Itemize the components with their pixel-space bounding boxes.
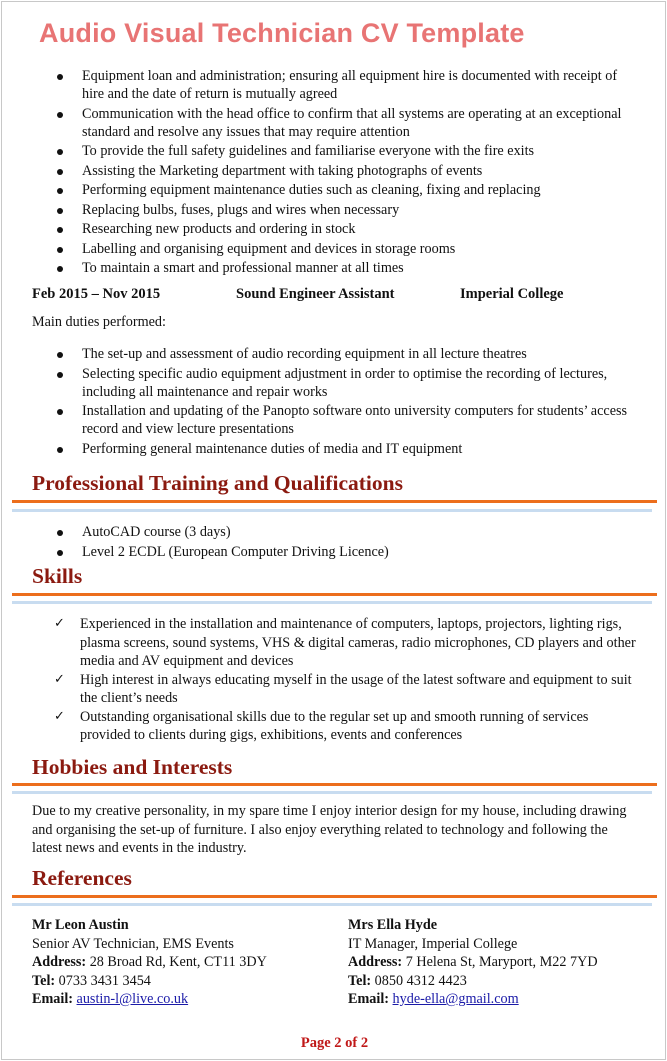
bullet-icon xyxy=(57,352,63,358)
references-heading: References xyxy=(32,866,132,890)
bullet-icon xyxy=(57,112,63,118)
cv-page xyxy=(1,1,666,1060)
reference-name: Mr Leon Austin xyxy=(32,917,129,933)
list-item: Replacing bulbs, fuses, plugs and wires when necessary xyxy=(2,201,642,219)
list-item: Communication with the head office to confirm that all systems are operating at an exceptional standard and resolve any issues that may require attention xyxy=(2,105,642,141)
bullet-icon xyxy=(57,169,63,175)
bullet-icon xyxy=(57,74,63,80)
bullet-icon xyxy=(57,530,63,536)
check-icon: ✓ xyxy=(54,708,65,724)
email-label: Email: xyxy=(348,991,389,1007)
list-item: Level 2 ECDL (European Computer Driving Licence) xyxy=(2,543,642,561)
reference-position: Senior AV Technician, EMS Events xyxy=(32,935,234,952)
list-item: To maintain a smart and professional manner at all times xyxy=(2,259,642,277)
list-item: Researching new products and ordering in stock xyxy=(2,220,642,238)
reference-address: 28 Broad Rd, Kent, CT11 3DY xyxy=(89,954,267,970)
reference-email-link[interactable]: austin-l@live.co.uk xyxy=(76,991,189,1007)
bullet-icon xyxy=(57,266,63,272)
list-item: ✓ Outstanding organisational skills due to the regular set up and smooth running of services provided to clients during gigs, exhibitions, events and conferences xyxy=(54,708,589,743)
reference-address: 7 Helena St, Maryport, M22 7YD xyxy=(405,954,598,970)
list-item: Performing equipment maintenance duties such as cleaning, fixing and replacing xyxy=(2,181,642,199)
training-heading: Professional Training and Qualifications xyxy=(32,471,403,495)
job-employer: Imperial College xyxy=(460,286,564,302)
section-divider xyxy=(12,783,657,786)
reference-2 xyxy=(348,916,598,1009)
address-label: Address: xyxy=(348,954,403,970)
list-item: The set-up and assessment of audio recording equipment in all lecture theatres xyxy=(2,345,642,363)
section-divider xyxy=(12,509,652,512)
list-item: ✓ Experienced in the installation and maintenance of computers, laptops, projectors, lighting rigs, plasma screens, sound systems, VHS & digital cameras, radio microphones, CD players and other media and AV equipment and devices xyxy=(54,616,636,669)
job-duties-list xyxy=(2,345,642,459)
hobbies-heading: Hobbies and Interests xyxy=(32,755,233,779)
list-item: Selecting specific audio equipment adjustment in order to optimise the recording of lectures, including all maintenance and repair works xyxy=(2,365,642,401)
reference-name: Mrs Ella Hyde xyxy=(348,917,438,933)
list-item: Assisting the Marketing department with taking photographs of events xyxy=(2,162,642,180)
bullet-icon xyxy=(57,247,63,253)
reference-1 xyxy=(32,916,267,1009)
reference-email-link[interactable]: hyde-ella@gmail.com xyxy=(392,991,519,1007)
document-title: Audio Visual Technician CV Template xyxy=(39,18,525,48)
check-icon: ✓ xyxy=(54,616,65,631)
reference-position: IT Manager, Imperial College xyxy=(348,935,518,952)
section-divider xyxy=(12,791,652,794)
tel-label: Tel: xyxy=(32,972,56,989)
section-divider xyxy=(12,895,657,898)
bullet-icon xyxy=(57,227,63,233)
bullet-icon xyxy=(57,372,63,378)
bullet-icon xyxy=(57,550,63,556)
reference-tel: 0733 3431 3454 xyxy=(58,972,151,989)
list-item: Equipment loan and administration; ensuring all equipment hire is documented with receipt of hire and the date of return is mutually agreed xyxy=(2,67,642,103)
list-item: Performing general maintenance duties of media and IT equipment xyxy=(2,440,642,458)
bullet-icon xyxy=(57,149,63,155)
reference-tel: 0850 4312 4423 xyxy=(374,972,467,989)
job-dates: Feb 2015 – Nov 2015 xyxy=(32,286,161,302)
address-label: Address: xyxy=(32,954,87,970)
section-divider xyxy=(12,500,657,503)
job-role: Sound Engineer Assistant xyxy=(236,286,395,302)
list-item: To provide the full safety guidelines and familiarise everyone with the fire exits xyxy=(2,142,642,160)
list-item: AutoCAD course (3 days) xyxy=(2,523,642,541)
tel-label: Tel: xyxy=(348,972,372,989)
hobbies-text: Due to my creative personality, in my spare time I enjoy interior design for my house, including drawing and organising the set-up of furniture. I also enjoy everything related to technology and following the latest news and events in the industry. xyxy=(32,803,627,856)
check-icon: ✓ xyxy=(54,671,65,687)
bullet-icon xyxy=(57,208,63,214)
bullet-icon xyxy=(57,188,63,194)
section-divider xyxy=(12,593,657,596)
list-item: Labelling and organising equipment and devices in storage rooms xyxy=(2,240,642,258)
list-item: Installation and updating of the Panopto software onto university computers for students’ access record and view lecture presentations xyxy=(2,402,642,438)
duties-label: Main duties performed: xyxy=(32,314,166,330)
list-item: ✓ High interest in always educating myself in the usage of the latest software and equipment to suit the client’s needs xyxy=(54,671,632,706)
section-divider xyxy=(12,903,652,906)
section-divider xyxy=(12,601,652,604)
training-list xyxy=(2,523,642,562)
skills-list xyxy=(2,615,642,745)
bullet-icon xyxy=(57,447,63,453)
page-number: Page 2 of 2 xyxy=(300,1035,369,1051)
skills-heading: Skills xyxy=(32,564,83,588)
top-duties-list xyxy=(2,67,642,279)
email-label: Email: xyxy=(32,991,73,1007)
bullet-icon xyxy=(57,409,63,415)
